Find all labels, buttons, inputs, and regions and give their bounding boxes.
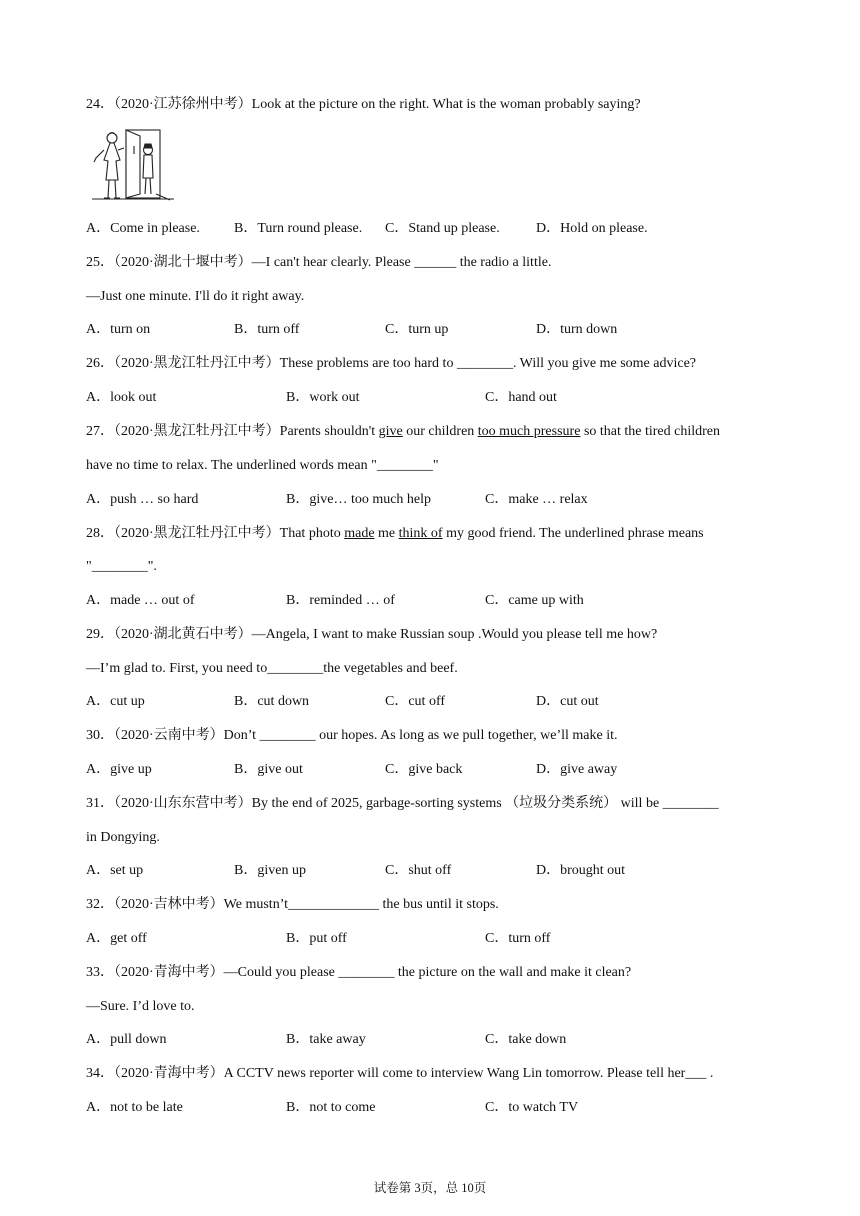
q28-stem-part: my good friend. The underlined phrase means — [442, 526, 704, 541]
question-25-stem: 25．（2020·湖北十堰中考）—I can't hear clearly. Please ______ the radio a little. — [86, 255, 552, 270]
q24-option-d: D．Hold on please. — [536, 221, 648, 236]
q33-option-a: A．pull down — [86, 1032, 167, 1047]
q28-stem-part: 28．（2020·黑龙江牡丹江中考）That photo — [86, 526, 345, 541]
q33-option-b: B．take away — [286, 1032, 366, 1047]
q30-option-d: D．give away — [536, 762, 618, 777]
page-footer: 试卷第 3页，总 10页 — [373, 1181, 487, 1195]
question-24-stem: 24．（2020·江苏徐州中考）Look at the picture on the right. What is the woman probably saying? — [86, 97, 641, 112]
q26-option-a: A．look out — [86, 390, 157, 405]
question-28-stem — [86, 524, 704, 544]
question-29-stem: 29．（2020·湖北黄石中考）—Angela, I want to make Russian soup .Would you please tell me how? — [86, 627, 658, 642]
q28-option-b: B．reminded … of — [286, 593, 395, 608]
question-27-stem — [86, 422, 720, 442]
q26-option-c: C．hand out — [485, 390, 557, 405]
q29-option-a: A．cut up — [86, 694, 145, 709]
q30-option-b: B．give out — [234, 762, 303, 777]
q27-option-c: C．make … relax — [485, 492, 588, 507]
q24-option-b: B．Turn round please. — [234, 221, 363, 236]
q27-option-b: B．give… too much help — [286, 492, 432, 507]
q28-option-a: A．made … out of — [86, 593, 195, 608]
q28-underlined-word: made — [344, 526, 375, 541]
q27-underlined-word: give — [378, 424, 403, 439]
q32-option-b: B．put off — [286, 931, 347, 946]
q31-option-d: D．brought out — [536, 863, 626, 878]
q34-option-c: C．to watch TV — [485, 1100, 579, 1115]
question-27-stem-2: have no time to relax. The underlined words mean "________" — [86, 458, 439, 473]
q31-option-a: A．set up — [86, 863, 144, 878]
q31-option-c: C．shut off — [385, 863, 452, 878]
q30-option-a: A．give up — [86, 762, 152, 777]
q26-option-b: B．work out — [286, 390, 360, 405]
question-33-stem: 33．（2020·青海中考）—Could you please ________ the picture on the wall and make it clean? — [86, 965, 632, 980]
q27-stem-part: our children — [402, 424, 478, 439]
question-28-stem-2: "________". — [86, 559, 157, 574]
q25-option-d: D．turn down — [536, 322, 618, 337]
q34-option-a: A．not to be late — [86, 1100, 183, 1115]
question-31-stem-2: in Dongying. — [86, 830, 160, 845]
q32-option-c: C．turn off — [485, 931, 551, 946]
q30-option-c: C．give back — [385, 762, 463, 777]
q33-option-c: C．take down — [485, 1032, 567, 1047]
q34-option-b: B．not to come — [286, 1100, 376, 1115]
q27-stem-part: 27．（2020·黑龙江牡丹江中考）Parents shouldn't — [86, 424, 379, 439]
q25-option-a: A．turn on — [86, 322, 151, 337]
q29-option-d: D．cut out — [536, 694, 599, 709]
q31-option-b: B．given up — [234, 863, 306, 878]
q28-underlined-phrase: think of — [398, 526, 443, 541]
q27-option-a: A．push … so hard — [86, 492, 199, 507]
q24-option-a: A．Come in please. — [86, 221, 200, 236]
q28-option-c: C．came up with — [485, 593, 584, 608]
q24-option-c: C．Stand up please. — [385, 221, 500, 236]
q25-option-c: C．turn up — [385, 322, 449, 337]
question-29-stem-2: —I’m glad to. First, you need to________the vegetables and beef. — [86, 661, 458, 676]
q27-stem-part: so that the tired children — [580, 424, 721, 439]
question-26-stem: 26．（2020·黑龙江牡丹江中考）These problems are too hard to ________. Will you give me some advice? — [86, 356, 697, 371]
q32-option-a: A．get off — [86, 931, 147, 946]
q28-stem-part: me — [374, 526, 399, 541]
question-30-stem: 30．（2020·云南中考）Don’t ________ our hopes. As long as we pull together, we’ll make it. — [86, 728, 618, 743]
question-31-stem: 31．（2020·山东东营中考）By the end of 2025, garbage-sorting systems （垃圾分类系统） will be ________ — [86, 796, 719, 811]
q27-underlined-phrase: too much pressure — [477, 424, 581, 439]
question-33-stem-2: —Sure. I’d love to. — [86, 999, 195, 1014]
woman-at-door-illustration — [90, 128, 176, 202]
q25-option-b: B．turn off — [234, 322, 300, 337]
question-34-stem: 34．（2020·青海中考）A CCTV news reporter will come to interview Wang Lin tomorrow. Please tell her___ . — [86, 1066, 714, 1081]
q29-option-b: B．cut down — [234, 694, 310, 709]
q29-option-c: C．cut off — [385, 694, 446, 709]
question-25-stem-2: —Just one minute. I'll do it right away. — [86, 289, 305, 304]
question-32-stem: 32．（2020·吉林中考）We mustn’t_____________ the bus until it stops. — [86, 897, 499, 912]
